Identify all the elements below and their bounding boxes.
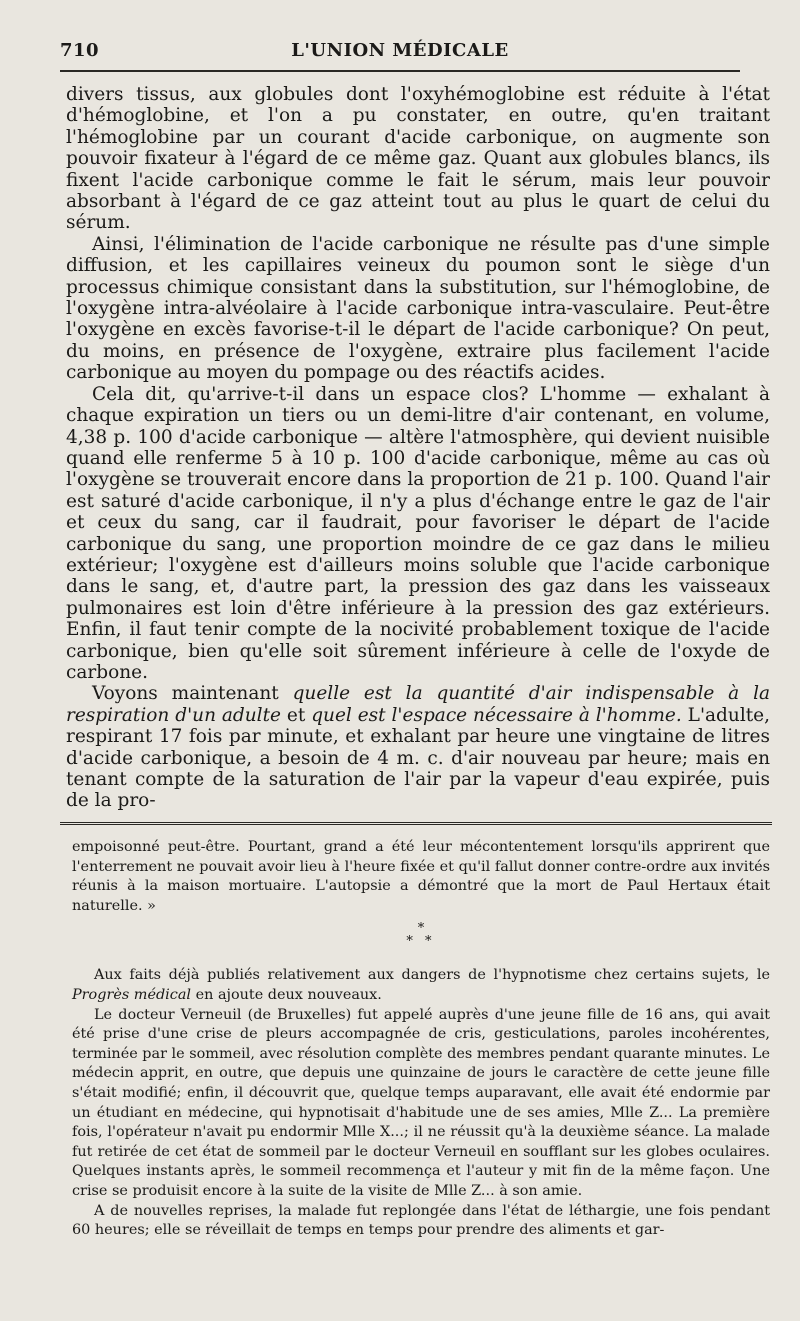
- page-number: 710: [60, 40, 100, 61]
- p4-end: L'adulte, respirant 17 fois par minute, et exhalant par heure une vingtaine de litres d'acide carbonique, a besoin de 4 m. c. d'air nouveau par heure; mais en tenant compte de la saturation de l'air par la vapeur d'eau expirée, puis de la pro-: [66, 704, 770, 812]
- asterism-top: *: [417, 921, 425, 937]
- header-rule: [60, 70, 740, 72]
- paragraph-closed-space: Cela dit, qu'arrive-t-il dans un espace clos? L'homme — exhalant à chaque expiration un tiers ou un demi-litre d'air contenant, en volume, 4,38 p. 100 d'acide carbonique — altère l'atmosphère, qui devient nuisible quand elle renferme 5 à 10 p. 100 d'acide carbonique, même au cas où l'oxygène se trouverait encore dans la proportion de 21 p. 100. Quand l'air est saturé d'acide carbonique, il n'y a plus d'échange entre le gaz de l'air et ceux du sang, car il faudrait, pour favoriser le départ de l'acide carbonique du sang, une proportion moindre de ce gaz dans le milieu extérieur; l'oxygène est d'ailleurs moins soluble que l'acide carbonique dans le sang, et, d'autre part, la pression des gaz dans les vaisseaux pulmonaires est loin d'être inférieure à la pression des gaz extérieurs. Enfin, il faut tenir compte de la nocivité probablement toxique de l'acide carbonique, bien qu'elle soit sûrement inférieure à celle de l'oxyde de carbone.: [66, 383, 770, 683]
- p4-italic-space: quel est l'espace nécessaire à l'homme.: [311, 704, 682, 726]
- main-text: [66, 84, 770, 812]
- feuilleton-notes: [72, 838, 770, 1241]
- p4-mid: et: [280, 704, 312, 726]
- paragraph-continuation: divers tissus, aux globules dont l'oxyhémoglobine est réduite à l'état d'hémoglobine, et l'on a pu constater, en outre, qu'en traitant l'hémoglobine par un courant d'acide carbonique, on augmente son pouvoir fixateur à l'égard de ce même gaz. Quant aux globules blancs, ils fixent l'acide carbonique comme le fait le sérum, mais leur pouvoir absorbant à l'égard de ce gaz atteint tout au plus le quart de celui du sérum.: [66, 84, 770, 234]
- section-divider: [60, 822, 772, 825]
- note-autopsy: empoisonné peut-être. Pourtant, grand a été leur mécontentement lorsqu'ils apprirent que l'enterrement ne pouvait avoir lieu à l'heure fixée et qu'il fallut donner contre-ordre aux invités réunis à la maison mortuaire. L'autopsie a démontré que la mort de Paul Hertaux était naturelle. »: [72, 839, 770, 914]
- n2-journal-name: Progrès médical: [72, 986, 192, 1003]
- paragraph-diffusion: Ainsi, l'élimination de l'acide carbonique ne résulte pas d'une simple diffusion, et les capillaires veineux du poumon sont le siège d'un processus chimique consistant dans la substitution, sur l'hémoglobine, de l'oxygène intra-alvéolaire à l'acide carbonique intra-vasculaire. Peut-être l'oxygène en excès favorise-t-il le départ de l'acide carbonique? On peut, du moins, en présence de l'oxygène, extraire plus facilement l'acide carbonique au moyen du pompage ou des réactifs acides.: [66, 233, 770, 384]
- n2-start: Aux faits déjà publiés relativement aux dangers de l'hypnotisme chez certains sujets, le: [94, 967, 770, 984]
- paragraph-air-quantity: [66, 683, 770, 811]
- note-lethargy: A de nouvelles reprises, la malade fut replongée dans l'état de léthargie, une fois pendant 60 heures; elle se réveillait de temps en temps pour prendre des aliments et gar-: [72, 1202, 770, 1239]
- asterism: [72, 922, 770, 948]
- note-verneuil-case: Le docteur Verneuil (de Bruxelles) fut appelé auprès d'une jeune fille de 16 ans, qui avait été prise d'une crise de pleurs accompagnée de cris, gesticulations, paroles incohérentes, terminée par le sommeil, avec résolution complète des membres pendant quarante minutes. Le médecin apprit, en outre, que depuis une quinzaine de jours le caractère de cette jeune fille s'était modifié; enfin, il découvrit que, quelque temps auparavant, elle avait été endormie par un étudiant en médecine, qui hypnotisait d'habitude une de ses amies, Mlle Z... La première fois, l'opérateur n'avait pu endormir Mlle X...; il ne réussit qu'à la deuxième séance. La malade fut retirée de cet état de sommeil par le docteur Verneuil en soufflant sur les globes oculaires. Quelques instants après, le sommeil recommença et l'auteur y mit fin de la même façon. Une crise se produisit encore à la suite de la visite de Mlle Z... à son amie.: [72, 1006, 770, 1199]
- p4-start: Voyons maintenant: [92, 683, 293, 705]
- journal-title: L'UNION MÉDICALE: [291, 40, 509, 61]
- note-hypnotism-intro: [72, 966, 770, 1005]
- running-head: [60, 40, 740, 66]
- asterism-bottom: * *: [406, 934, 436, 950]
- p4-italic-air: quelle est la quantité d'air indispensable à la respiration d'un adulte: [66, 683, 771, 726]
- n2-end: en ajoute deux nouveaux.: [191, 986, 382, 1003]
